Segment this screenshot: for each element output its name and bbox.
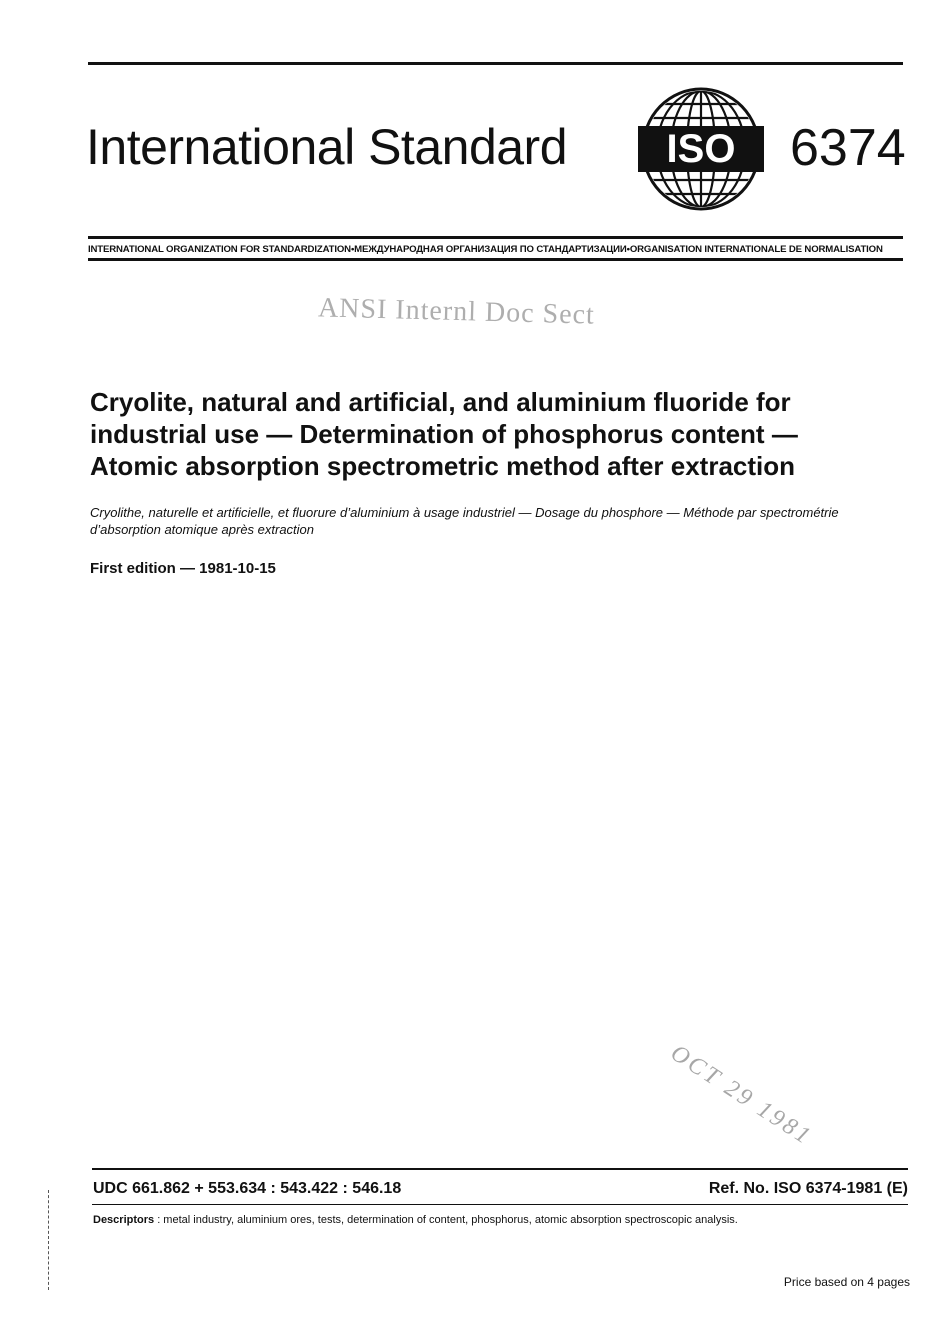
- iso-logo-text: ISO: [666, 127, 736, 171]
- descriptors: [93, 1214, 738, 1226]
- header-rule-bottom: [88, 258, 903, 261]
- descriptors-label: Descriptors: [93, 1214, 155, 1226]
- edition-date: First edition — 1981-10-15: [90, 560, 276, 577]
- reference-number: Ref. No. ISO 6374-1981 (E): [708, 1180, 908, 1197]
- price-note: Price based on 4 pages: [783, 1275, 910, 1289]
- footer-rule-bottom: [92, 1204, 908, 1205]
- document-title-line: industrial use — Determination of phosphorus content —: [90, 419, 798, 449]
- date-stamp: OCT 29 1981: [665, 1040, 817, 1151]
- document-title-line: Cryolite, natural and artificial, and aluminium fluoride for: [90, 387, 791, 417]
- standard-number: 6374: [790, 119, 906, 177]
- document-title: [90, 386, 910, 482]
- iso-logo-icon: [636, 86, 766, 212]
- french-title: Cryolithe, naturelle et artificielle, et fluorure d’aluminium à usage industriel — Dosage du phosphore — Méthode par spectrométrie d’absorption atomique après extraction: [90, 505, 839, 537]
- udc-number: UDC 661.862 + 553.634 : 543.422 : 546.18: [93, 1180, 402, 1197]
- top-rule: [88, 62, 903, 65]
- margin-punch-marks: [48, 1190, 53, 1290]
- received-stamp: ANSI Internl Doc Sect: [317, 292, 596, 331]
- document-title-line: Atomic absorption spectrometric method after extraction: [90, 451, 796, 481]
- organization-line: INTERNATIONAL ORGANIZATION FOR STANDARDIZATION•МЕЖДУНАРОДНАЯ ОРГАНИЗАЦИЯ ПО СТАНДАРТИЗАЦИИ•ORGANISATION INTERNATIONALE DE NORMALISATION: [88, 244, 883, 255]
- page-title: International Standard: [86, 119, 568, 175]
- header-rule-thick: [88, 236, 903, 239]
- footer-rule: [92, 1168, 908, 1170]
- descriptors-text: : metal industry, aluminium ores, tests, determination of content, phosphorus, atomic absorption spectroscopic analysis.: [154, 1214, 738, 1226]
